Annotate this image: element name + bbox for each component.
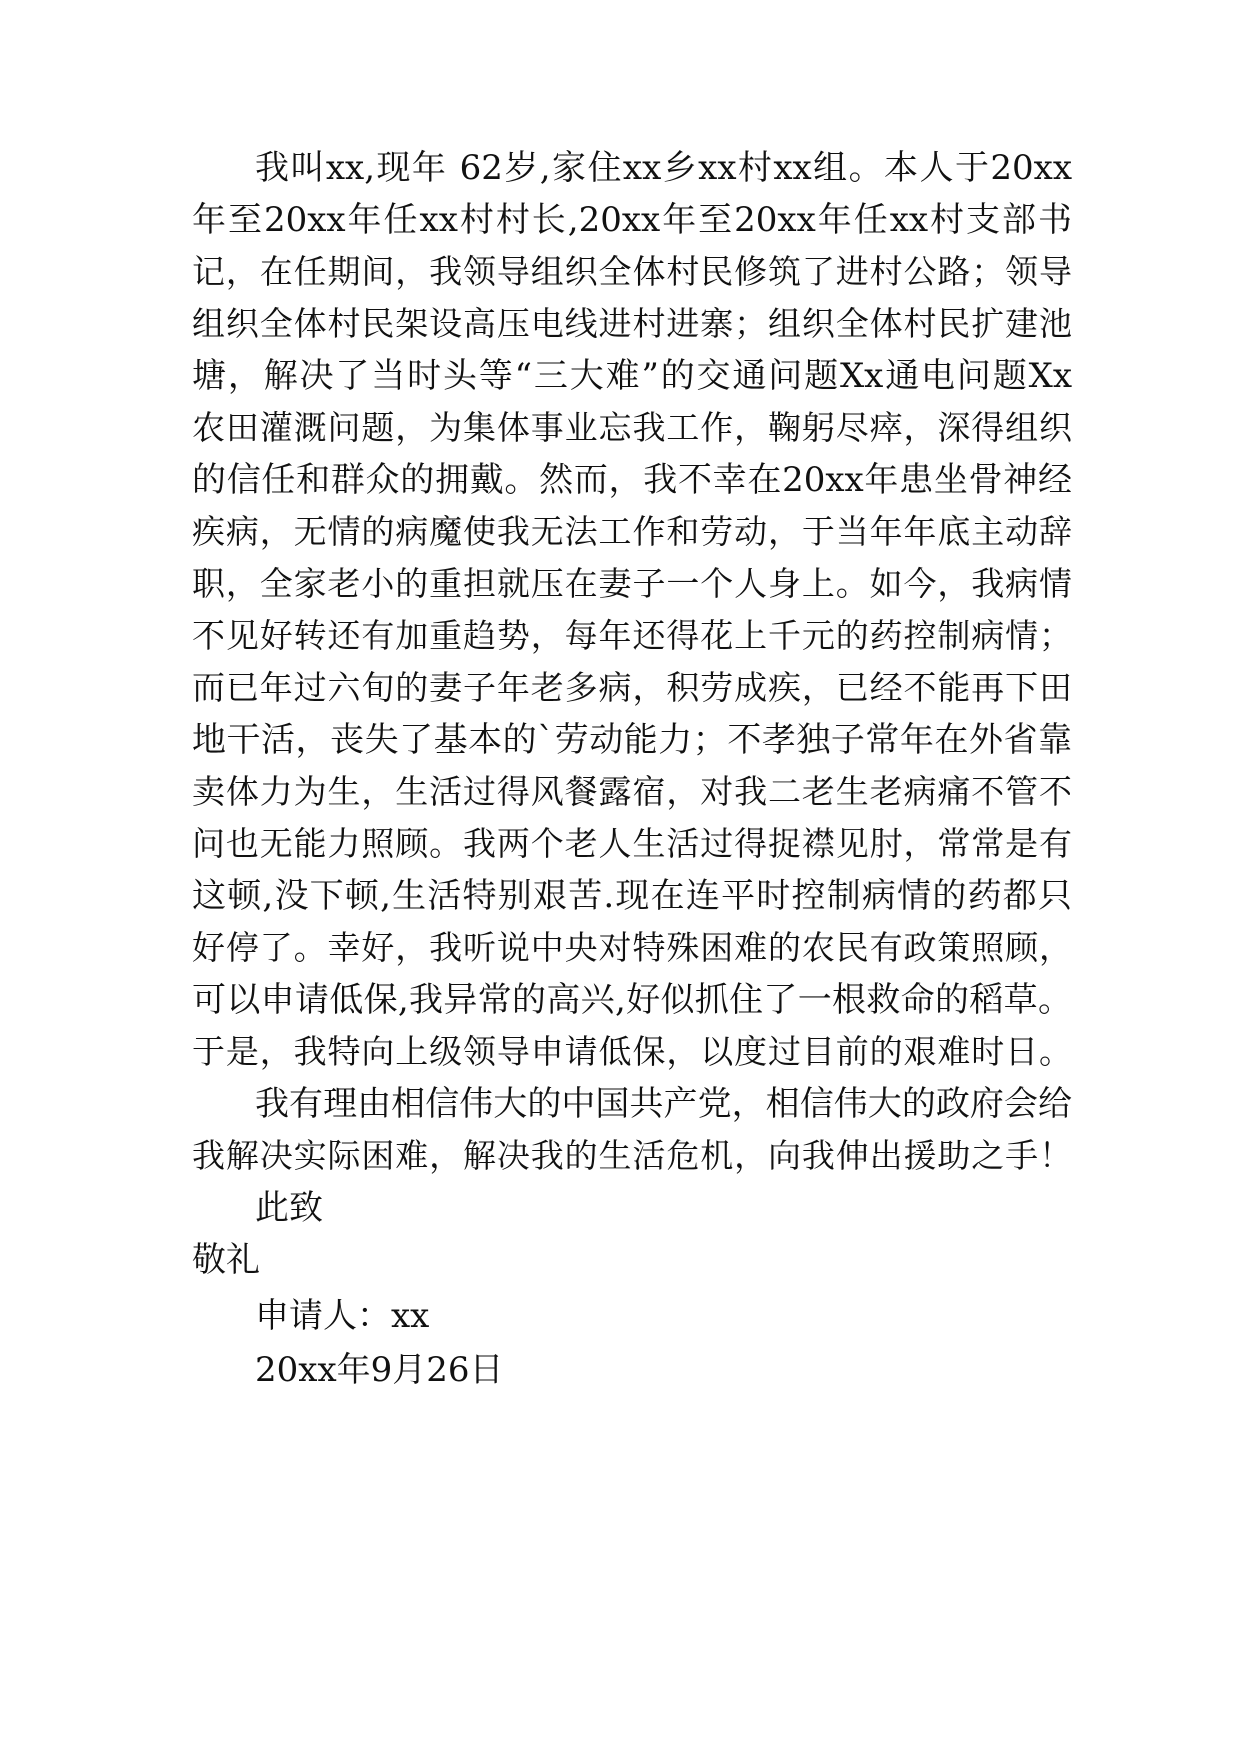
paragraph-1-line: 年至20xx年任xx村村长,20xx年至20xx年任xx村支部书 <box>192 200 1072 240</box>
paragraph-1-line: 可以申请低保,我异常的高兴,好似抓住了一根救命的稻草。 <box>192 980 1072 1020</box>
paragraph-1-line: 组织全体村民架设高压电线进村进寨；组织全体村民扩建池 <box>192 304 1072 343</box>
paragraph-1-line: 于是，我特向上级领导申请低保，以度过目前的艰难时日。 <box>192 1032 1072 1071</box>
paragraph-1-line: 这顿,没下顿,生活特别艰苦.现在连平时控制病情的药都只 <box>192 876 1072 916</box>
paragraph-1-line: 我叫xx,现年 62岁,家住xx乡xx村xx组。本人于20xx <box>255 148 1072 188</box>
paragraph-1-line: 地干活，丧失了基本的`劳动能力；不孝独子常年在外省靠 <box>192 720 1072 760</box>
applicant-signature: 申请人：xx <box>255 1296 430 1336</box>
paragraph-1-line: 而已年过六旬的妻子年老多病，积劳成疾，已经不能再下田 <box>192 668 1072 707</box>
paragraph-1-line: 问也无能力照顾。我两个老人生活过得捉襟见肘，常常是有 <box>192 824 1072 863</box>
paragraph-1-line: 职，全家老小的重担就压在妻子一个人身上。如今，我病情 <box>192 564 1072 603</box>
paragraph-1-line: 农田灌溉问题，为集体事业忘我工作，鞠躬尽瘁，深得组织 <box>192 408 1072 447</box>
paragraph-1-line: 不见好转还有加重趋势，每年还得花上千元的药控制病情； <box>192 616 1072 655</box>
paragraph-1-line: 好停了。幸好，我听说中央对特殊困难的农民有政策照顾， <box>192 928 1072 967</box>
paragraph-1-line: 卖体力为生，生活过得风餐露宿，对我二老生老病痛不管不 <box>192 772 1072 811</box>
closing-salutation-2: 敬礼 <box>192 1240 260 1280</box>
paragraph-1-line: 疾病，无情的病魔使我无法工作和劳动，于当年年底主动辞 <box>192 512 1072 551</box>
paragraph-2-line: 我解决实际困难，解决我的生活危机，向我伸出援助之手！ <box>192 1136 1072 1175</box>
closing-salutation-1: 此致 <box>255 1188 323 1228</box>
paragraph-1-line: 的信任和群众的拥戴。然而，我不幸在20xx年患坐骨神经 <box>192 460 1072 500</box>
paragraph-1-line: 记，在任期间，我领导组织全体村民修筑了进村公路；领导 <box>192 252 1072 291</box>
paragraph-1-line: 塘，解决了当时头等“三大难”的交通问题Xx通电问题Xx <box>192 356 1072 396</box>
paragraph-2-line: 我有理由相信伟大的中国共产党，相信伟大的政府会给 <box>255 1084 1072 1124</box>
application-date: 20xx年9月26日 <box>255 1350 504 1390</box>
